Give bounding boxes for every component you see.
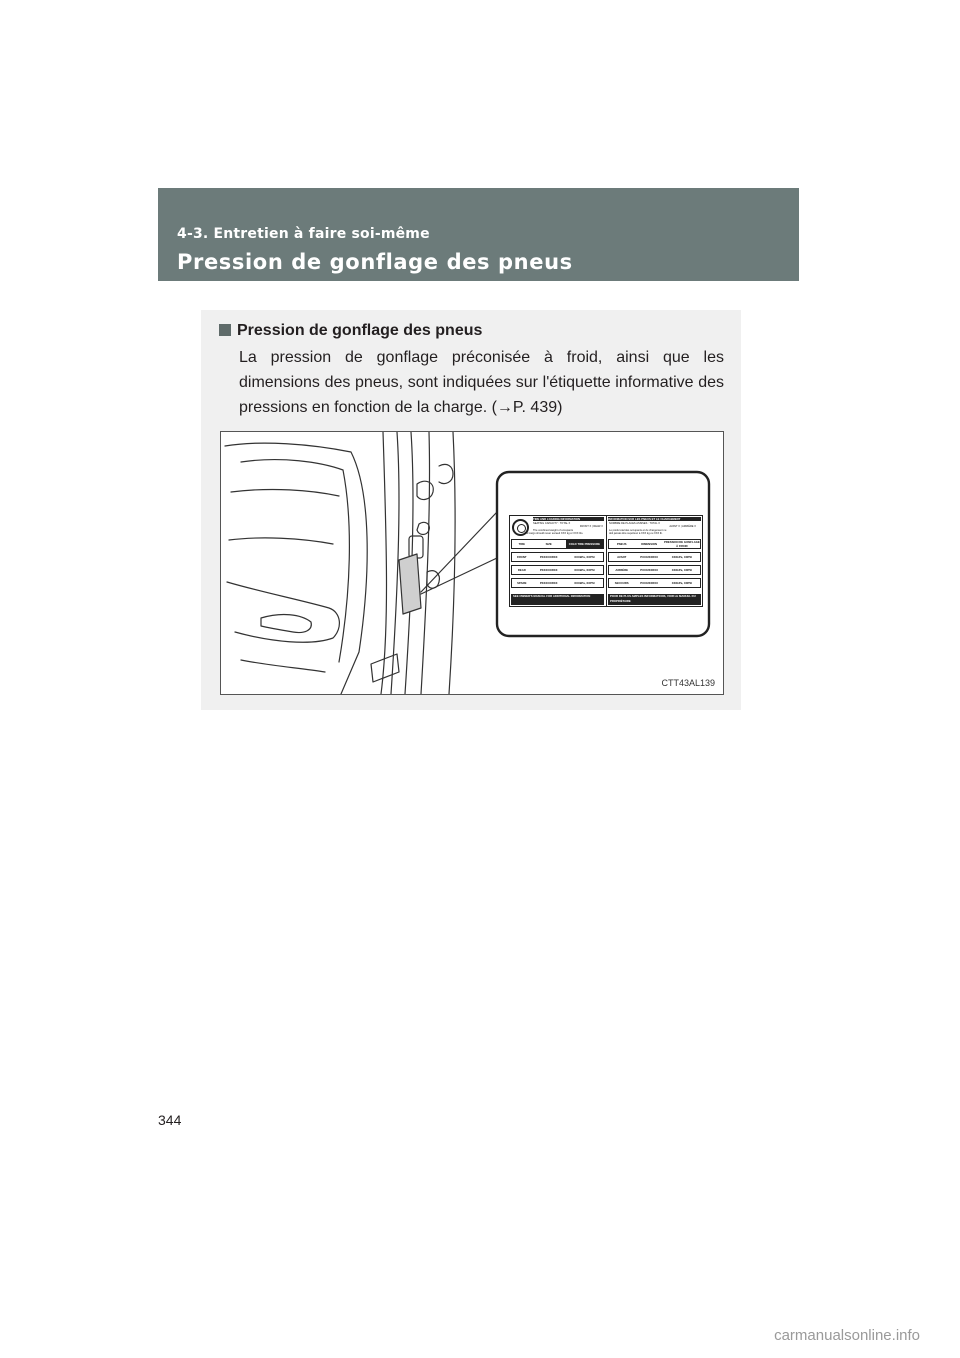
label-en-row (511, 578, 604, 588)
label-cell: PXXX/XXRXX (640, 581, 658, 585)
label-cell: XXXkPa, XXPSI (574, 581, 595, 585)
seat-cushion-outline (227, 582, 339, 642)
label-en-col-tire: TIRE (518, 542, 525, 546)
label-cell: PXXX/XXRXX (640, 568, 658, 572)
label-cell: PXXX/XXRXX (640, 555, 658, 559)
label-cell: PXXX/XXRXX (539, 555, 558, 559)
label-en-weight: The combined weight of occupants (533, 529, 574, 532)
seat-back-outline (225, 443, 367, 694)
label-cell: PXXX/XXRXX (539, 568, 558, 572)
label-en-capacity: SEATING CAPACITY : TOTAL X (533, 522, 571, 525)
label-sticker (399, 554, 421, 614)
label-en-table (511, 539, 604, 588)
label-fr-col-size: DIMENSION (641, 542, 658, 546)
label-fr-capacity2: AVANT X | ARRIÈRE X (669, 525, 696, 528)
label-fr-header: INFORMATION SUR LES PNEUS ET LE CHARGEMENT (608, 517, 701, 521)
seat-lever (261, 615, 311, 633)
label-cell: AVANT (617, 555, 627, 559)
label-fr-capacity: NOMBRE DE PLACES ASSISES : TOTAL X (609, 522, 660, 525)
label-en-col-pressure: COLD TIRE PRESSURE (566, 540, 603, 548)
page-number: 344 (158, 1112, 182, 1128)
label-en-capacity2: FRONT X | REAR X (579, 525, 603, 528)
topic-heading-text: Pression de gonflage des pneus (237, 322, 483, 339)
seat-back-crease (231, 489, 339, 496)
section-label: 4-3. Entretien à faire soi-même (177, 226, 430, 242)
callout-pointer (421, 512, 497, 592)
label-en-footer: SEE OWNER'S MANUAL FOR ADDITIONAL INFORMATION (511, 594, 604, 605)
label-cell: REAR (517, 568, 526, 572)
label-cell: FRONT (516, 555, 527, 559)
label-fr-weight: Le poids total des occupants et du chargement ne (609, 529, 667, 532)
label-cell: XXXkPa, XXPSI (671, 555, 693, 559)
label-cell: XXXkPa, XXPSI (574, 555, 595, 559)
label-cell: XXXkPa, XXPSI (671, 581, 693, 585)
label-french-half (606, 516, 702, 606)
header-band (158, 188, 799, 281)
watermark: carmanualsonline.info (774, 1327, 920, 1344)
label-en-weight2: and cargo should never exceed XXX kg or XXX lbs. (524, 532, 584, 535)
tire-information-label (509, 515, 703, 607)
label-cell: ARRIÈRE (615, 568, 629, 572)
label-fr-col-pressure: PRESSION DE GONFLAGE À FROID (664, 540, 700, 548)
topic-heading (219, 322, 482, 340)
label-fr-row (608, 578, 701, 588)
figure-code: CTT43AL139 (661, 678, 715, 688)
content-box (201, 310, 741, 710)
label-fr-row (608, 565, 701, 575)
label-cell: SECOURS (614, 581, 629, 585)
square-bullet-icon (219, 324, 231, 336)
page-title: Pression de gonflage des pneus (177, 250, 573, 274)
label-en-row (511, 565, 604, 575)
label-fr-footer: POUR DE PLUS AMPLES INFORMATIONS, VOIR LE MANUEL DU PROPRIÉTAIRE (608, 594, 701, 605)
door-latch (417, 481, 433, 499)
label-cell: PXXX/XXRXX (539, 581, 558, 585)
label-en-col-size: SIZE (545, 542, 552, 546)
label-en-row (511, 552, 604, 562)
label-en-header: TIRE AND LOADING INFORMATION (533, 517, 604, 521)
label-cell: SPARE (517, 581, 527, 585)
body-text: La pression de gonflage préconisée à froid, ainsi que les dimensions des pneus, sont indiquées sur l'étiquette informative des pressions en fonction de la charge. (→P. 439) (239, 349, 724, 416)
label-cell: XXXkPa, XXPSI (574, 568, 595, 572)
label-fr-weight2: doit jamais être supérieur à XXX kg ou XXX lb. (609, 532, 663, 535)
label-cell: XXXkPa, XXPSI (671, 568, 693, 572)
label-fr-table (608, 539, 701, 588)
label-fr-col-tire: PNEUS (616, 542, 627, 546)
label-english-half (510, 516, 605, 606)
label-fr-row (608, 552, 701, 562)
tire-label-figure (220, 431, 724, 695)
